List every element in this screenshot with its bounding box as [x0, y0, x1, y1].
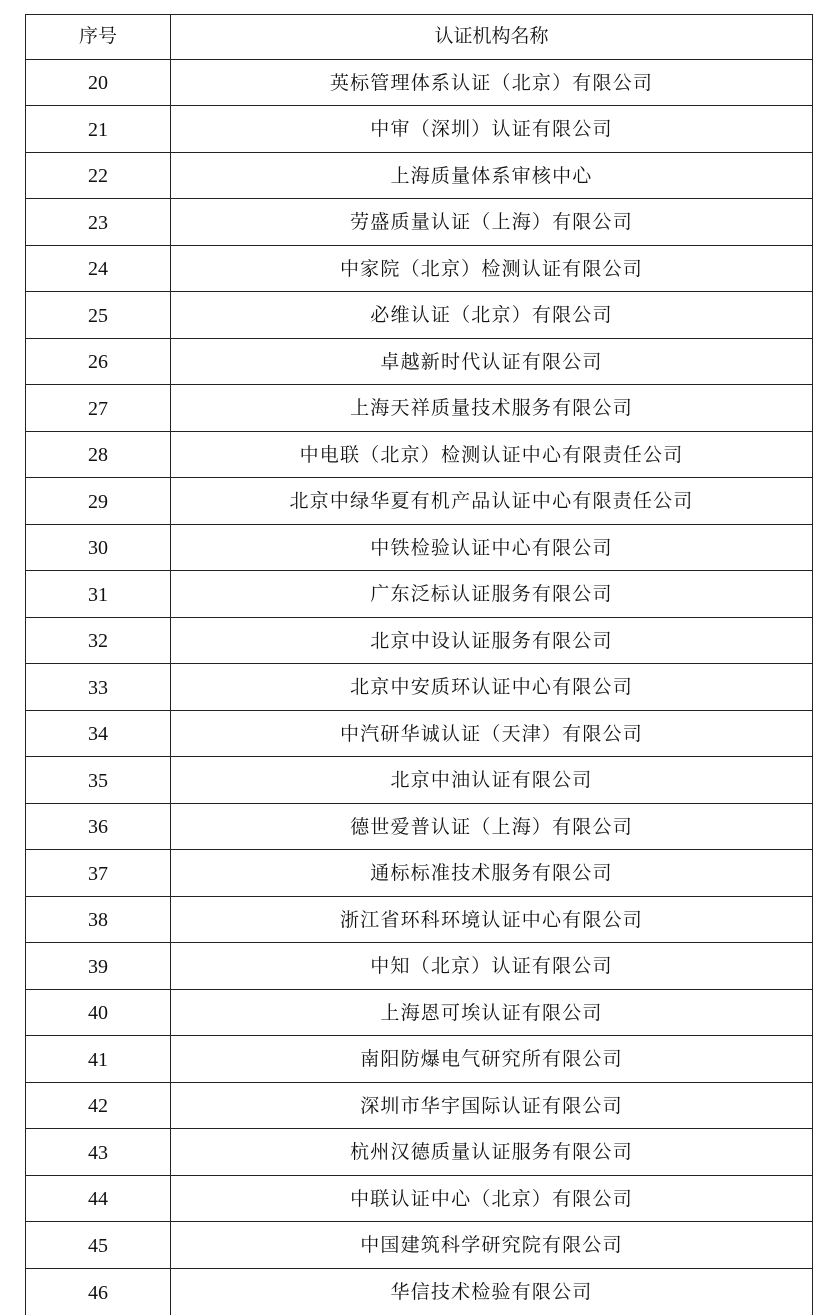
row-institution-name: 中汽研华诚认证（天津）有限公司 — [171, 710, 813, 757]
row-serial-number: 42 — [26, 1082, 171, 1129]
table-row — [26, 1222, 813, 1269]
table-row — [26, 757, 813, 804]
row-serial-number: 26 — [26, 338, 171, 385]
certification-body-table-container — [25, 14, 812, 1315]
row-serial-number: 28 — [26, 431, 171, 478]
table-row — [26, 571, 813, 618]
row-institution-name: 德世爱普认证（上海）有限公司 — [171, 803, 813, 850]
table-row — [26, 152, 813, 199]
row-serial-number: 34 — [26, 710, 171, 757]
row-serial-number: 25 — [26, 292, 171, 339]
row-institution-name: 北京中油认证有限公司 — [171, 757, 813, 804]
row-serial-number: 44 — [26, 1175, 171, 1222]
row-serial-number: 38 — [26, 896, 171, 943]
row-institution-name: 上海天祥质量技术服务有限公司 — [171, 385, 813, 432]
table-row — [26, 59, 813, 106]
row-serial-number: 37 — [26, 850, 171, 897]
row-institution-name: 中铁检验认证中心有限公司 — [171, 524, 813, 571]
row-serial-number: 35 — [26, 757, 171, 804]
row-institution-name: 中电联（北京）检测认证中心有限责任公司 — [171, 431, 813, 478]
row-serial-number: 21 — [26, 106, 171, 153]
row-serial-number: 27 — [26, 385, 171, 432]
row-serial-number: 40 — [26, 989, 171, 1036]
table-header-row — [26, 15, 813, 60]
row-institution-name: 北京中设认证服务有限公司 — [171, 617, 813, 664]
table-row — [26, 710, 813, 757]
row-institution-name: 北京中安质环认证中心有限公司 — [171, 664, 813, 711]
table-row — [26, 803, 813, 850]
table-row — [26, 478, 813, 525]
row-serial-number: 29 — [26, 478, 171, 525]
table-row — [26, 1175, 813, 1222]
table-row — [26, 1082, 813, 1129]
row-institution-name: 中审（深圳）认证有限公司 — [171, 106, 813, 153]
table-row — [26, 1036, 813, 1083]
row-serial-number: 24 — [26, 245, 171, 292]
row-serial-number: 45 — [26, 1222, 171, 1269]
header-institution-name: 认证机构名称 — [171, 15, 813, 60]
row-institution-name: 英标管理体系认证（北京）有限公司 — [171, 59, 813, 106]
row-serial-number: 20 — [26, 59, 171, 106]
table-row — [26, 664, 813, 711]
row-institution-name: 中家院（北京）检测认证有限公司 — [171, 245, 813, 292]
row-serial-number: 22 — [26, 152, 171, 199]
row-institution-name: 深圳市华宇国际认证有限公司 — [171, 1082, 813, 1129]
row-institution-name: 广东泛标认证服务有限公司 — [171, 571, 813, 618]
table-row — [26, 896, 813, 943]
table-row — [26, 431, 813, 478]
table-row — [26, 617, 813, 664]
row-serial-number: 46 — [26, 1268, 171, 1315]
row-serial-number: 32 — [26, 617, 171, 664]
row-institution-name: 必维认证（北京）有限公司 — [171, 292, 813, 339]
row-institution-name: 杭州汉德质量认证服务有限公司 — [171, 1129, 813, 1176]
row-institution-name: 中国建筑科学研究院有限公司 — [171, 1222, 813, 1269]
row-serial-number: 31 — [26, 571, 171, 618]
row-institution-name: 北京中绿华夏有机产品认证中心有限责任公司 — [171, 478, 813, 525]
table-row — [26, 292, 813, 339]
table-row — [26, 1129, 813, 1176]
row-institution-name: 劳盛质量认证（上海）有限公司 — [171, 199, 813, 246]
row-institution-name: 上海质量体系审核中心 — [171, 152, 813, 199]
row-serial-number: 36 — [26, 803, 171, 850]
row-institution-name: 华信技术检验有限公司 — [171, 1268, 813, 1315]
table-row — [26, 338, 813, 385]
table-row — [26, 989, 813, 1036]
table-row — [26, 943, 813, 990]
row-institution-name: 卓越新时代认证有限公司 — [171, 338, 813, 385]
row-institution-name: 南阳防爆电气研究所有限公司 — [171, 1036, 813, 1083]
table-row — [26, 850, 813, 897]
certification-body-table — [25, 14, 813, 1315]
row-serial-number: 41 — [26, 1036, 171, 1083]
header-serial-number: 序号 — [26, 15, 171, 60]
row-institution-name: 通标标准技术服务有限公司 — [171, 850, 813, 897]
row-serial-number: 43 — [26, 1129, 171, 1176]
row-institution-name: 中联认证中心（北京）有限公司 — [171, 1175, 813, 1222]
table-row — [26, 245, 813, 292]
row-serial-number: 33 — [26, 664, 171, 711]
table-body — [26, 59, 813, 1315]
row-institution-name: 中知（北京）认证有限公司 — [171, 943, 813, 990]
row-serial-number: 23 — [26, 199, 171, 246]
table-row — [26, 524, 813, 571]
table-row — [26, 106, 813, 153]
table-row — [26, 199, 813, 246]
row-serial-number: 30 — [26, 524, 171, 571]
table-row — [26, 385, 813, 432]
row-institution-name: 浙江省环科环境认证中心有限公司 — [171, 896, 813, 943]
row-institution-name: 上海恩可埃认证有限公司 — [171, 989, 813, 1036]
row-serial-number: 39 — [26, 943, 171, 990]
table-row — [26, 1268, 813, 1315]
